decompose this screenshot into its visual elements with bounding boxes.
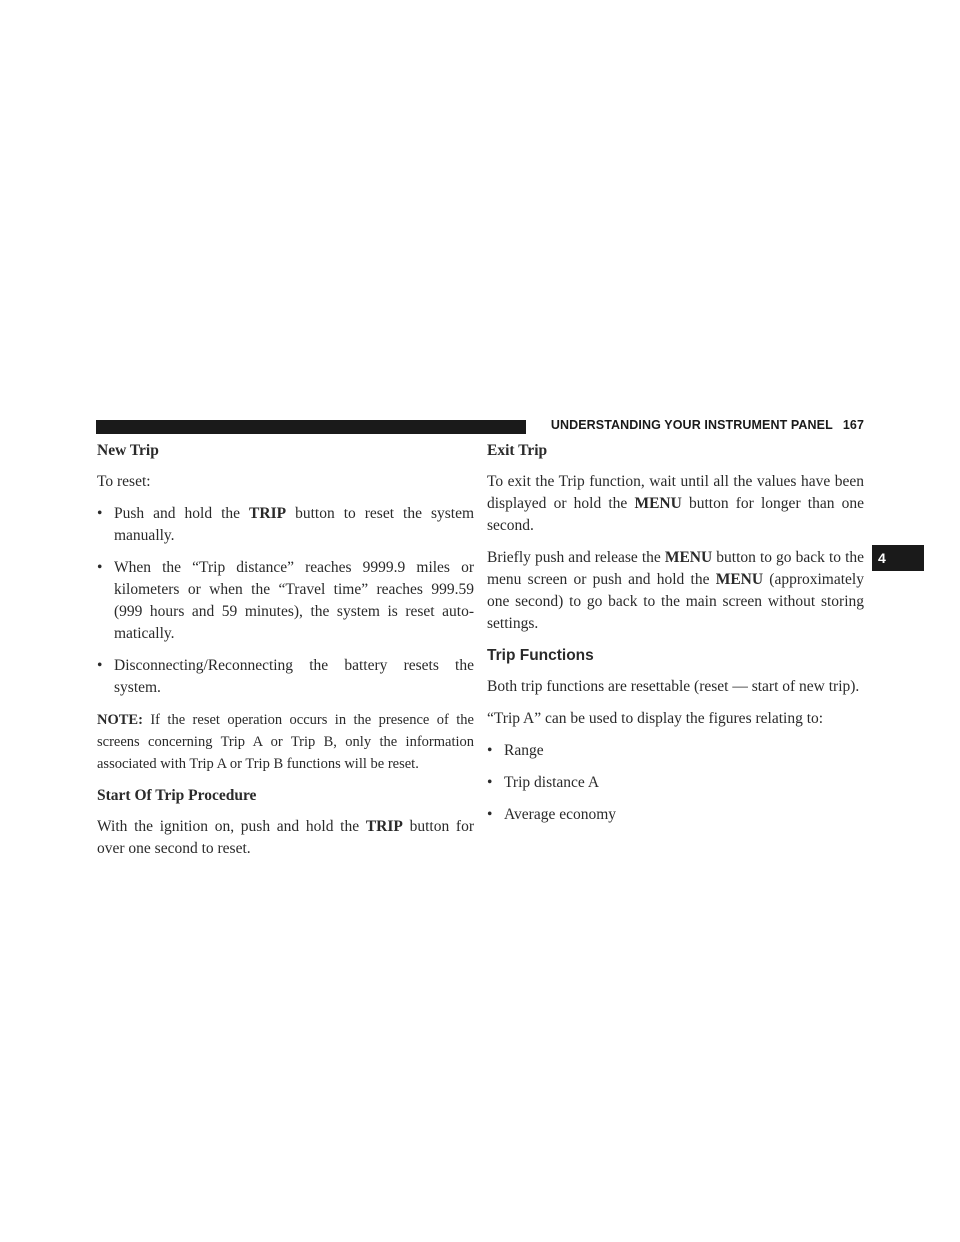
text-run: Briefly push and release the [487, 549, 665, 566]
trip-functions-text-1: Both trip functions are resettable (reset — start of new trip). [487, 678, 860, 695]
header-rule [96, 420, 526, 434]
menu-button-label: MENU [664, 549, 713, 566]
bullet-glyph: • [97, 559, 103, 576]
page-number: 167 [842, 418, 864, 432]
bullet-text: button to reset the system manually. [114, 505, 474, 544]
list-item-label: Trip distance A [504, 774, 600, 791]
trip-functions-text-2: “Trip A” can be used to display the figures relating to: [487, 710, 824, 727]
to-reset-text: To reset: [97, 473, 151, 490]
list-item [97, 503, 474, 547]
bullet-text: When the “Trip distance” reaches 9999.9 miles or kilometers or when the “Travel time” reaches 999.59 (999 hours and 59 minutes), the system is reset automatically. [114, 559, 474, 642]
left-column [97, 440, 474, 870]
text-run: (approximately one second) to go back to the main screen without storing settings. [487, 571, 864, 632]
bullet-glyph: • [487, 774, 493, 791]
list-item [97, 557, 474, 645]
start-trip-text [97, 816, 474, 860]
running-header [536, 418, 864, 432]
list-item [97, 655, 474, 699]
list-item [487, 740, 864, 762]
bullet-glyph: • [487, 742, 493, 759]
new-trip-heading: New Trip [97, 442, 159, 459]
note-label: NOTE: [97, 712, 143, 728]
exit-trip-text-2 [487, 547, 864, 635]
exit-trip-heading: Exit Trip [487, 442, 548, 459]
menu-button-label: MENU [634, 495, 682, 512]
bullet-glyph: • [97, 505, 103, 522]
bullet-glyph: • [97, 657, 103, 674]
note-text: If the reset operation occurs in the presence of the screens concerning Trip A or Trip B, only the information associated with Trip A or Trip B functions will be reset. [97, 712, 474, 772]
right-column [487, 440, 864, 836]
bullet-glyph: • [487, 806, 493, 823]
list-item [487, 772, 864, 794]
bullet-text: Disconnecting/Reconnecting the battery resets the system. [114, 657, 474, 696]
text-run: button for longer than one second. [487, 495, 864, 534]
text-run: button for over one second to reset. [97, 818, 475, 857]
list-item-label: Range [504, 742, 544, 759]
exit-trip-text-1 [487, 471, 864, 537]
chapter-tab: 4 [872, 545, 924, 571]
text-run: To exit the Trip function, wait until all the values have been displayed or hold the [487, 473, 864, 512]
reset-bullet-list [97, 503, 474, 699]
bullet-text: Push and hold the [114, 505, 250, 522]
trip-button-label: TRIP [249, 505, 287, 522]
section-title: UNDERSTANDING YOUR INSTRUMENT PANEL [550, 418, 833, 432]
text-run: button to go back to the menu screen or push and hold the [487, 549, 864, 588]
start-trip-heading: Start Of Trip Procedure [97, 787, 257, 804]
menu-button-label: MENU [715, 571, 764, 588]
list-item [487, 804, 864, 826]
trip-functions-heading: Trip Functions [487, 647, 594, 664]
note-paragraph [97, 709, 474, 775]
text-run: With the ignition on, push and hold the [97, 818, 366, 835]
trip-a-figures-list [487, 740, 864, 826]
trip-button-label: TRIP [365, 818, 403, 835]
list-item-label: Average economy [504, 806, 617, 823]
